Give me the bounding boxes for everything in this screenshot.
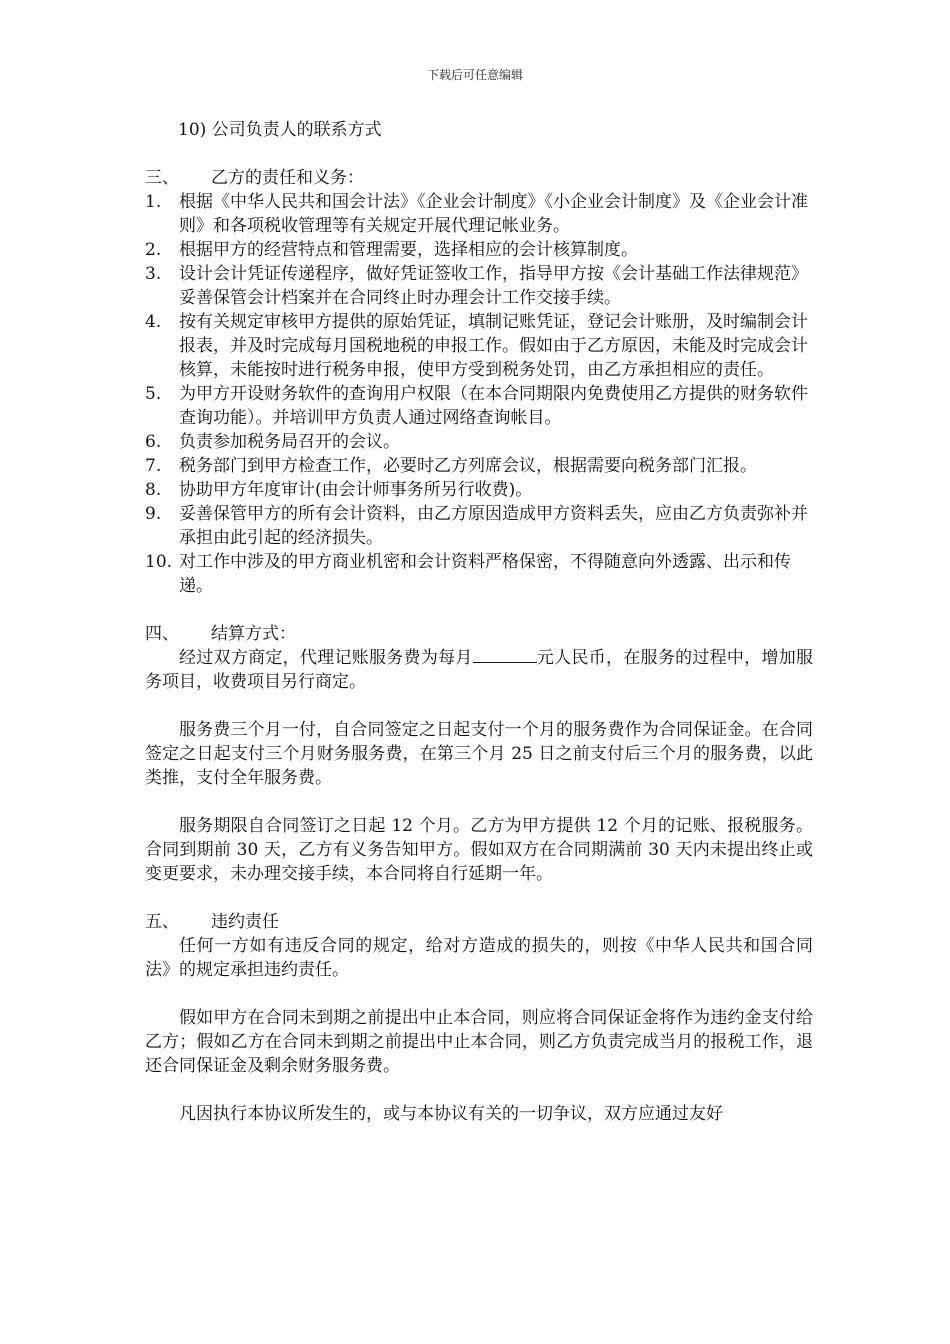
item-10: 10) 公司负责人的联系方式 [178,120,382,140]
section-5-heading [145,910,813,934]
list-text: 根据《中华人民共和国会计法》《企业会计制度》《小企业会计制度》及《企业会计准则》和各项税收管理等有关规定开展代理记帐业务。 [179,192,808,236]
list-item [145,190,813,238]
section-title: 乙方的责任和义务： [211,168,364,188]
list-item [145,310,813,382]
list-text: 为甲方开设财务软件的查询用户权限（在本合同期限内免费使用乙方提供的财务软件查询功能）。并培训甲方负责人通过网络查询帐目。 [179,384,808,428]
list-number: 8. [145,480,162,500]
payment-paragraph: 服务费三个月一付，自合同签定之日起支付一个月的服务费作为合同保证金。在合同签定之日起支付三个月财务服务费，在第三个月 25 日之前支付后三个月的服务费，以此类推，支付全年服务费。 [145,720,813,788]
list-number: 2. [145,240,162,260]
list-number: 7. [145,456,162,476]
spacer [145,790,813,814]
list-item [145,478,813,502]
section-number: 五、 [145,912,179,932]
spacer [145,886,813,910]
list-number: 5. [145,384,162,404]
section-number: 三、 [145,168,179,188]
list-item [145,454,813,478]
spacer [145,1078,813,1102]
list-number: 3. [145,264,162,284]
list-item [145,430,813,454]
section-4-heading [145,622,813,646]
list-text: 妥善保管甲方的所有会计资料，由乙方原因造成甲方资料丢失，应由乙方负责弥补并承担由此引起的经济损失。 [179,504,808,548]
list-item [145,238,813,262]
list-number: 9. [145,504,162,524]
list-text: 税务部门到甲方检查工作，必要时乙方列席会议，根据需要向税务部门汇报。 [179,456,757,476]
term-paragraph: 服务期限自合同签订之日起 12 个月。乙方为甲方提供 12 个月的记账、报税服务。合同到期前 30 天，乙方有义务告知甲方。假如双方在合同期满前 30 天内未提出终止或变更要求，未办理交接手续，本合同将自行延期一年。 [145,816,813,884]
page-header: 下载后可任意编辑 [426,68,523,82]
section-title: 违约责任 [211,912,279,932]
fee-text-after: 元人民币，在服务的过程中，增加服务项目，收费项目另行商定。 [145,648,814,692]
list-text: 设计会计凭证传递程序，做好凭证签收工作，指导甲方按《会计基础工作法律规范》妥善保管会计档案并在合同终止时办理会计工作交接手续。 [179,264,808,308]
section-3-heading [145,166,813,190]
list-text: 负责参加税务局召开的会议。 [179,432,400,452]
spacer [145,694,813,718]
fee-paragraph [145,646,813,694]
responsibility-list [145,190,813,598]
list-item [145,262,813,310]
document-body [145,118,813,1126]
termination-paragraph: 假如甲方在合同未到期之前提出中止本合同，则应将合同保证金将作为违约金支付给乙方；假如乙方在合同未到期之前提出中止本合同，则乙方负责完成当月的报税工作，退还合同保证金及剩余财务服务费。 [145,1008,813,1076]
fee-amount-blank[interactable] [473,646,537,663]
list-text: 对工作中涉及的甲方商业机密和会计资料严格保密，不得随意向外透露、出示和传递。 [179,552,791,596]
spacer [145,982,813,1006]
list-text: 根据甲方的经营特点和管理需要，选择相应的会计核算制度。 [179,240,638,260]
list-item [145,550,813,598]
breach-paragraph: 任何一方如有违反合同的规定，给对方造成的损失的，则按《中华人民共和国合同法》的规定承担违约责任。 [145,936,813,980]
list-text: 按有关规定审核甲方提供的原始凭证，填制记账凭证，登记会计账册，及时编制会计报表，并及时完成每月国税地税的申报工作。假如由于乙方原因，未能及时完成会计核算，未能按时进行税务申报，使甲方受到税务处罚，由乙方承担相应的责任。 [179,312,808,380]
list-text: 协助甲方年度审计(由会计师事务所另行收费)。 [179,480,533,500]
spacer [145,598,813,622]
list-number: 4. [145,312,162,332]
list-number: 10. [145,552,173,572]
list-number: 1. [145,192,162,212]
fee-text-before: 经过双方商定，代理记账服务费为每月 [179,648,473,668]
list-item [145,502,813,550]
section-number: 四、 [145,624,179,644]
dispute-paragraph: 凡因执行本协议所发生的，或与本协议有关的一切争议，双方应通过友好 [179,1104,723,1124]
list-number: 6. [145,432,162,452]
list-item [145,382,813,430]
section-title: 结算方式： [211,624,296,644]
